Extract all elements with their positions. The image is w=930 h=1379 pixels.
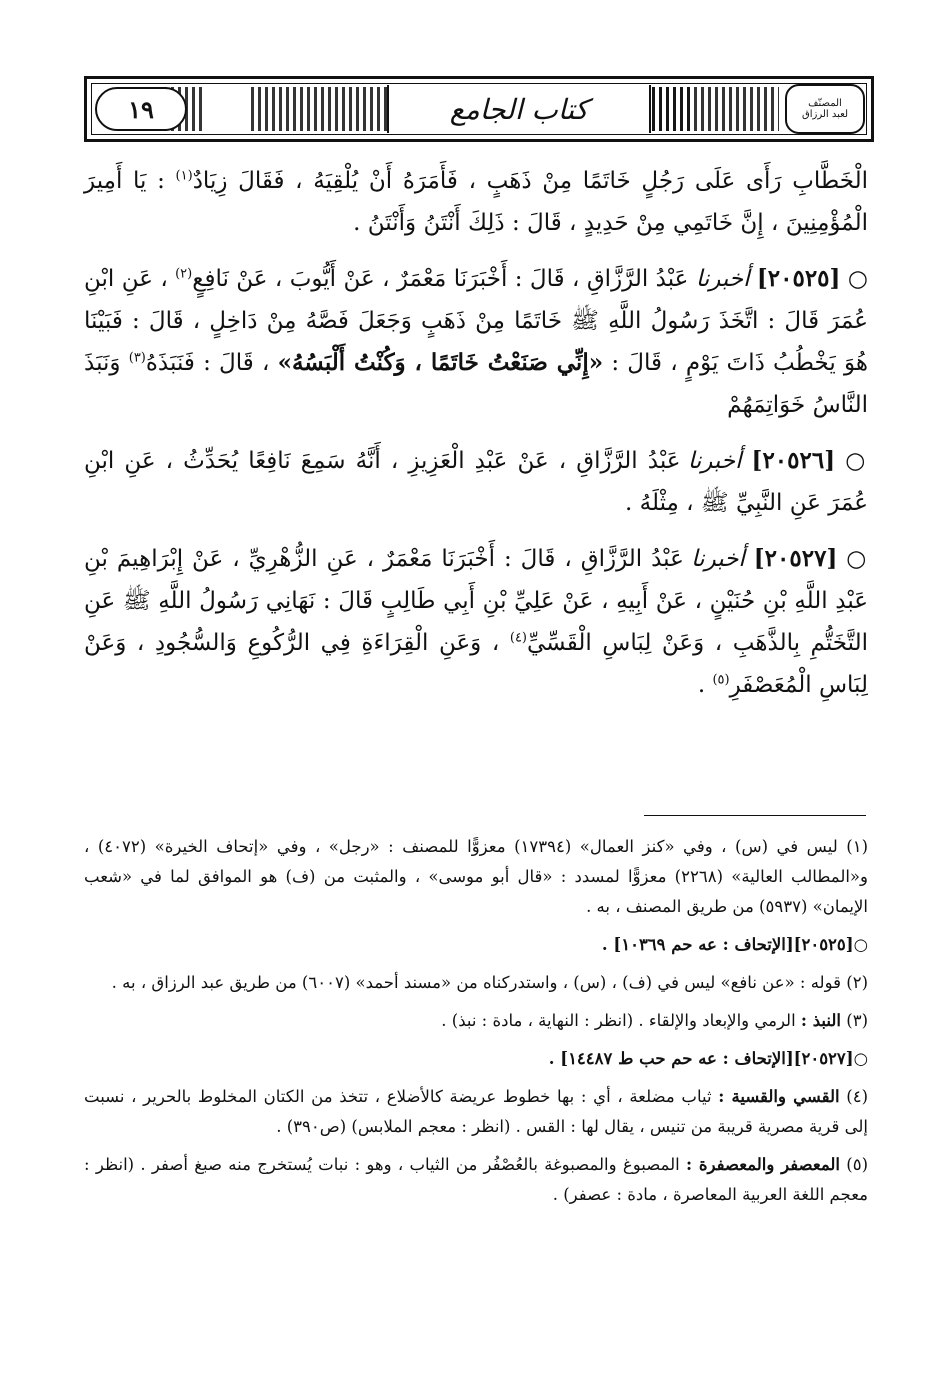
footnote-4: (٤) القسي والقسية : ثياب مضلعة ، أي : بها خطوط عريضة كالأضلاع ، تتخذ من الكتان المخلوط بالحرير ، نسبت إلى قرية مصرية قريبة من تنيس ، يقال لها : القس . (انظر : معجم الملابس) (ص٣٩٠) . (84, 1087, 869, 1136)
footnote-ref-2: (٢) (175, 266, 193, 282)
paragraph-1: الْخَطَّابِ رَأَى عَلَى رَجُلٍ خَاتَمًا مِنْ ذَهَبٍ ، فَأَمَرَهُ أَنْ يُلْقِيَهُ ، فَقَالَ زِيَادٌ$^{(١)}$ : يَا أَمِيرَ الْمُؤْمِنِينَ ، إِنَّ خَاتَمِي مِنْ حَدِيدٍ ، قَالَ : ذَلِكَ أَنْتَنُ وَأَنْتَنُ . (84, 168, 868, 236)
footnote-divider (644, 815, 866, 816)
footnote-5: (٥) المعصفر والمعصفرة : المصبوغ والمصبوغة بالعُصْفُر من الثياب ، وهو : نبات يُستخرج منه صبغ أصفر . (انظر : معجم اللغة العربية المعاصرة ، مادة : عصفر) . (84, 1155, 868, 1204)
footnote-ref-4: (٤) (509, 630, 527, 646)
header-seal-line2: لعبد الرزاق (801, 109, 849, 120)
footnote-ref-5: (٥) (712, 672, 730, 688)
hadith-marker: ○ (845, 448, 869, 474)
footnote-ref-20525: ○[٢٠٥٢٥][الإتحاف : عه حم ١٠٣٦٩] . (601, 935, 868, 954)
hadith-number: [٢٠٥٢٥] (756, 265, 841, 292)
footnote-1: (١) ليس في (س) ، وفي «كنز العمال» (١٧٣٩٤) معزوًّا للمصنف : «رجل» ، وفي «إتحاف الخيرة» (٤٠٧٢) ، و«المطالب العالية» (٢٢٦٨) معزوًّا لمسدد : «قال أبو موسى» ، والمثبت من (ف) هو الموافق لما في «شعب الإيمان» (٥٩٣٧) من طريق المصنف ، به . (84, 837, 868, 916)
footnote-ref-1: (١) (175, 168, 193, 184)
book-title: كتاب الجامع (387, 85, 651, 133)
header-seal-line1: المصنّف (808, 98, 842, 109)
footnotes (84, 832, 868, 1218)
footnote-3: (٣) النبذ : الرمي والإبعاد والإلقاء . (انظر : النهاية ، مادة : نبذ) . (441, 1011, 868, 1030)
hadith-20526: ○ [٢٠٥٢٦] أخبرنا عَبْدُ الرَّزَّاقِ ، عَنْ عَبْدِ الْعَزِيزِ ، أَنَّهُ سَمِعَ نَافِعًا يُحَدِّثُ ، عَنِ ابْنِ عُمَرَ عَنِ النَّبِيِّ ﷺ ، مِثْلَهُ . (84, 447, 869, 516)
footnote-ref-3: (٣) (128, 350, 146, 366)
akhbarana-word: أخبرنا (691, 546, 745, 572)
akhbarana-word: أخبرنا (695, 266, 750, 292)
page-number: ١٩ (95, 87, 187, 131)
header-seal (785, 84, 865, 134)
akhbarana-word: أخبرنا (687, 448, 742, 474)
footnote-2: (٢) قوله : «عن نافع» ليس في (ف) ، (س) ، واستدركناه من «مسند أحمد» (٦٠٠٧) من طريق عبد الرزاق ، به . (111, 973, 868, 992)
footnote-ref-20527: ○[٢٠٥٢٧][الإتحاف : عه حم حب ط ١٤٤٨٧] . (548, 1049, 868, 1068)
hadith-20527: ○ [٢٠٥٢٧] أخبرنا عَبْدُ الرَّزَّاقِ ، قَالَ : أَخْبَرَنَا مَعْمَرٌ ، عَنِ الزُّهْرِيِّ ، عَنْ إِبْرَاهِيمَ بْنِ عَبْدِ اللَّهِ بْنِ حُنَيْنٍ ، عَنْ أَبِيهِ ، عَنْ عَلِيِّ بْنِ أَبِي طَالِبٍ قَالَ : نَهَانِي رَسُولُ اللَّهِ ﷺ عَنِ التَّخَتُّمِ بِالذَّهَبِ ، وَعَنْ لِبَاسِ الْقَسِّيِّ$^{(٤)}$ ، وَعَنِ الْقِرَاءَةِ فِي الرُّكُوعِ وَالسُّجُودِ ، وَعَنْ لِبَاسِ الْمُعَصْفَرِ$^{(٥)}$ . (84, 545, 868, 698)
hadith-marker: ○ (846, 546, 868, 572)
hadith-number: [٢٠٥٢٧] (753, 545, 838, 572)
hadith-number: [٢٠٥٢٦] (751, 447, 836, 474)
prophet-saying: «إِنِّي صَنَعْتُ خَاتَمًا ، وَكُنْتُ أَلْبَسُهُ» (277, 349, 604, 376)
hadith-marker: ○ (847, 266, 869, 292)
page-header (84, 76, 874, 142)
hadith-20525: ○ [٢٠٥٢٥] أخبرنا عَبْدُ الرَّزَّاقِ ، قَالَ : أَخْبَرَنَا مَعْمَرٌ ، عَنْ أَيُّوبَ ، عَنْ نَافِعٍ$^{(٢)}$ ، عَنِ ابْنِ عُمَرَ قَالَ : اتَّخَذَ رَسُولُ اللَّهِ ﷺ خَاتَمًا مِنْ ذَهَبٍ وَجَعَلَ فَصَّهُ مِنْ دَاخِلٍ ، قَالَ : فَبَيْنَا هُوَ يَخْطُبُ ذَاتَ يَوْمٍ ، قَالَ : «إِنِّي صَنَعْتُ خَاتَمًا ، وَكُنْتُ أَلْبَسُهُ» ، قَالَ : فَنَبَذَهُ$^{(٣)}$ وَنَبَذَ النَّاسُ خَوَاتِمَهُمْ (84, 265, 869, 418)
main-text (84, 160, 868, 720)
